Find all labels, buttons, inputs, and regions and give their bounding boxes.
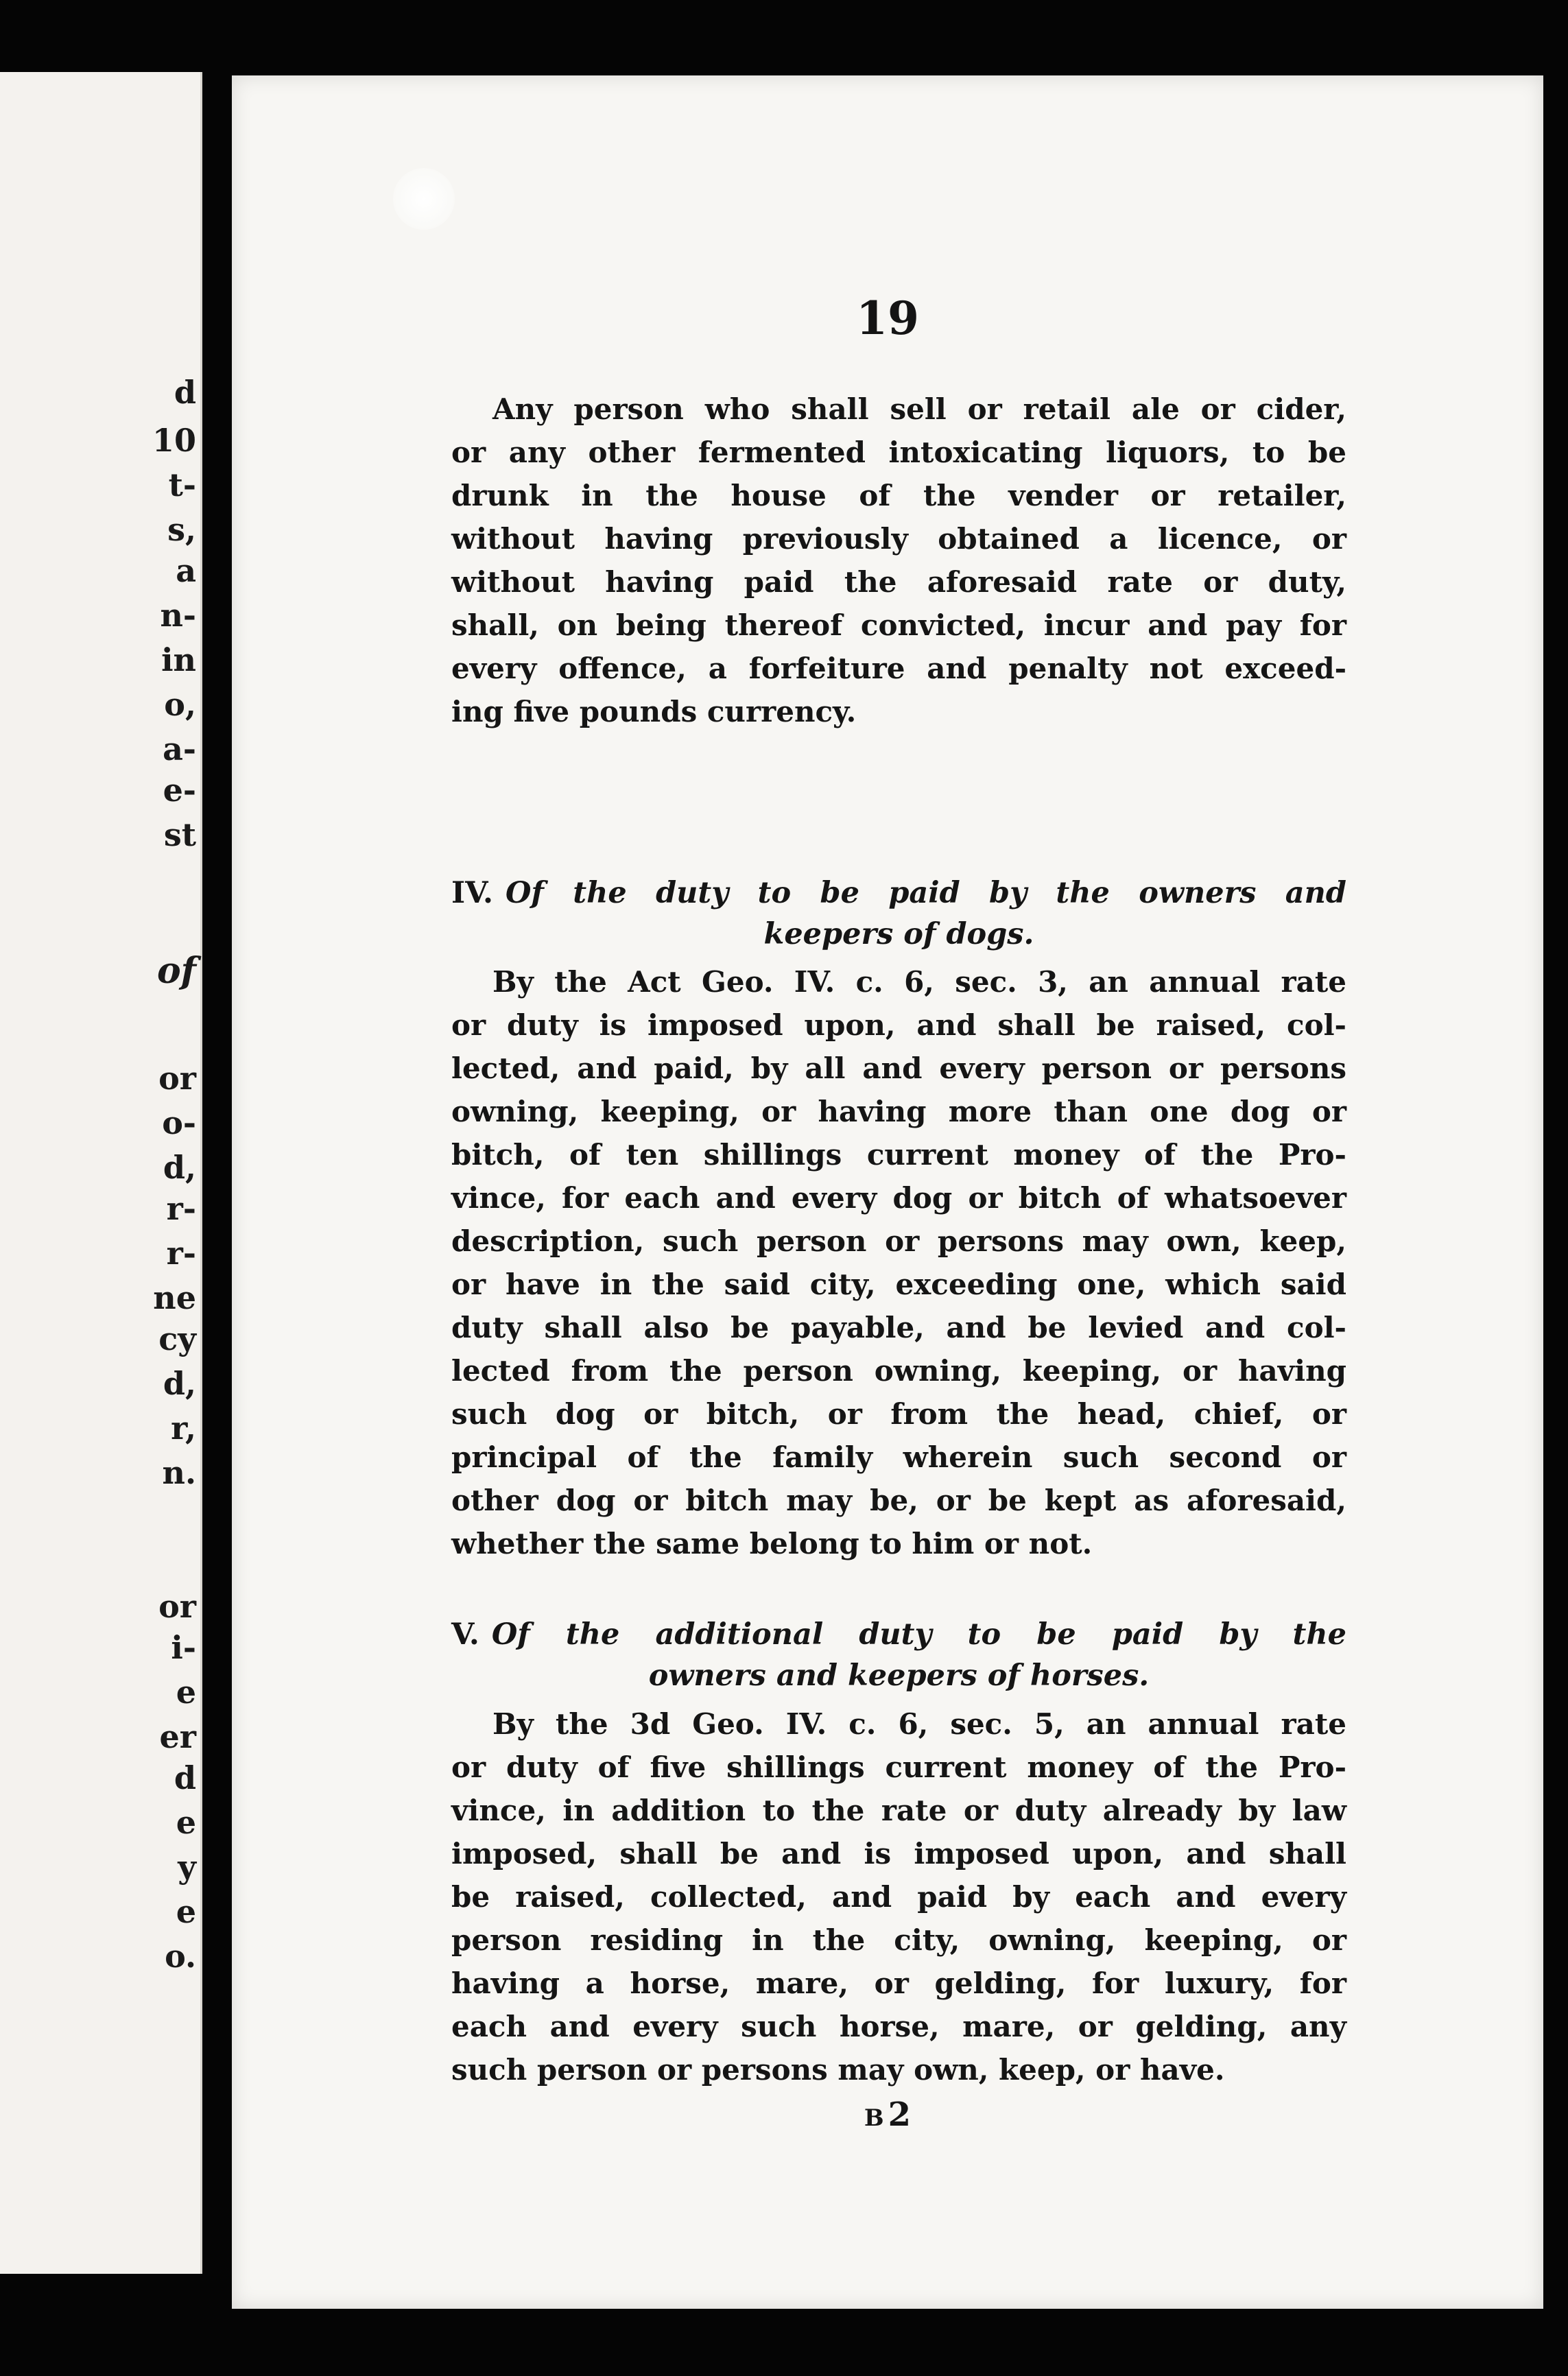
section-heading-v [451, 1614, 1346, 1696]
section-iv-body-line: principal of the family wherein such second or [451, 1440, 1346, 1474]
left-page-fragment: d, [163, 1149, 196, 1186]
left-page-fragment: er [159, 1718, 196, 1755]
left-page-fragment: n- [160, 597, 196, 634]
left-page-fragment: of [156, 950, 196, 992]
section-v-body-line: vince, in addition to the rate or duty already by law [451, 1794, 1346, 1827]
section-v-body-line: imposed, shall be and is imposed upon, and shall [451, 1837, 1346, 1870]
section-iv-body-line: vince, for each and every dog or bitch of whatsoever [451, 1181, 1346, 1215]
section-iv-body-line: description, such person or persons may own, keep, [451, 1224, 1346, 1258]
section-v-body-line: person residing in the city, owning, keeping, or [451, 1923, 1346, 1957]
left-page-fragment: e [176, 1804, 196, 1841]
left-page-fragment: r, [171, 1410, 196, 1447]
paper-blemish [393, 168, 455, 230]
section-iv-body-line: or duty is imposed upon, and shall be raised, col- [451, 1008, 1346, 1042]
section-v-body-line: having a horse, mare, or gelding, for luxury, for [451, 1967, 1346, 2000]
paragraph-licence-penalty [451, 388, 1346, 733]
paragraph-licence-penalty-line: without having previously obtained a licence, or [451, 522, 1346, 556]
left-page-fragment: r- [166, 1190, 196, 1227]
section-iv-body-line: or have in the said city, exceeding one, which said [451, 1268, 1346, 1301]
left-page-fragment: or [158, 1588, 196, 1625]
left-page-fragment: y [178, 1849, 196, 1886]
paragraph-licence-penalty-line: or any other fermented intoxicating liquors, to be [451, 436, 1346, 469]
left-page-fragment: e- [163, 772, 196, 809]
section-iv-body-line: duty shall also be payable, and be levied and col- [451, 1311, 1346, 1344]
left-page-fragment: r- [166, 1235, 196, 1272]
left-page-fragment: ne [153, 1279, 196, 1316]
section-iv-body [451, 960, 1346, 1565]
left-page-fragment: cy [158, 1320, 196, 1357]
section-iv-body-line: lected from the person owning, keeping, or having [451, 1354, 1346, 1388]
paragraph-licence-penalty-line: Any person who shall sell or retail ale or cider, [492, 392, 1346, 426]
left-page-fragment: i- [171, 1629, 196, 1666]
section-iv-body-line: lected, and paid, by all and every person or persons [451, 1052, 1346, 1085]
section-number-v: V. [451, 1617, 479, 1652]
left-page-fragment: d [174, 1759, 196, 1796]
left-page-fragment: t- [168, 466, 196, 503]
section-iv-body-line: By the Act Geo. IV. c. 6, sec. 3, an annual rate [492, 965, 1346, 999]
left-page-fragment: a- [163, 730, 196, 768]
section-iv-body-line: owning, keeping, or having more than one dog or [451, 1095, 1346, 1128]
section-iv-body-line: other dog or bitch may be, or be kept as aforesaid, [451, 1484, 1346, 1517]
left-page-fragment: e [176, 1674, 196, 1711]
left-page-edge [0, 72, 202, 2274]
paragraph-licence-penalty-line: every offence, a forfeiture and penalty not exceed- [451, 652, 1346, 685]
left-page-fragment: e [176, 1893, 196, 1930]
signature-letter: B [864, 2104, 884, 2132]
section-heading-iv [451, 872, 1346, 955]
right-page [232, 75, 1543, 2309]
signature-mark [232, 2095, 1543, 2134]
paragraph-licence-penalty-line: without having paid the aforesaid rate or duty, [451, 565, 1346, 599]
left-page-fragment: o. [165, 1938, 196, 1975]
section-title-iv-line-1: Of the duty to be paid by the owners and [505, 876, 1346, 910]
left-page-fragment: 10 [152, 422, 196, 459]
section-v-body [451, 1702, 1346, 2091]
section-v-body-line: or duty of five shillings current money of the Pro- [451, 1750, 1346, 1784]
section-v-body-line: By the 3d Geo. IV. c. 6, sec. 5, an annual rate [492, 1707, 1346, 1741]
left-page-fragment: d [174, 374, 196, 411]
left-page-fragment: in [161, 641, 196, 678]
signature-number: 2 [888, 2095, 912, 2134]
left-page-fragment: or [158, 1060, 196, 1097]
paragraph-licence-penalty-line: ing five pounds currency. [451, 695, 857, 728]
left-page-fragment: s, [167, 511, 196, 548]
left-page-fragment: a [176, 552, 196, 589]
left-page-fragment: d, [163, 1365, 196, 1402]
section-v-body-line: each and every such horse, mare, or gelding, any [451, 2010, 1346, 2043]
paragraph-licence-penalty-line: drunk in the house of the vender or retailer, [451, 479, 1346, 512]
left-page-fragment: n. [162, 1454, 196, 1491]
section-iv-body-line: bitch, of ten shillings current money of the Pro- [451, 1138, 1346, 1172]
section-v-body-line: be raised, collected, and paid by each and every [451, 1880, 1346, 1914]
section-iv-body-line: whether the same belong to him or not. [451, 1527, 1093, 1560]
paragraph-licence-penalty-line: shall, on being thereof convicted, incur and pay for [451, 608, 1346, 642]
left-page-fragment: o, [164, 686, 196, 723]
page-number: 19 [856, 292, 919, 345]
left-page-fragment: st [163, 816, 196, 853]
left-page-fragment: o- [162, 1104, 196, 1141]
section-number-iv: IV. [451, 876, 493, 910]
section-title-iv-line-2: keepers of dogs. [763, 917, 1034, 951]
section-v-body-line: such person or persons may own, keep, or have. [451, 2053, 1225, 2087]
section-iv-body-line: such dog or bitch, or from the head, chief, or [451, 1397, 1346, 1431]
section-title-v-line-2: owners and keepers of horses. [648, 1659, 1150, 1693]
section-title-v-line-1: Of the additional duty to be paid by the [491, 1617, 1346, 1652]
